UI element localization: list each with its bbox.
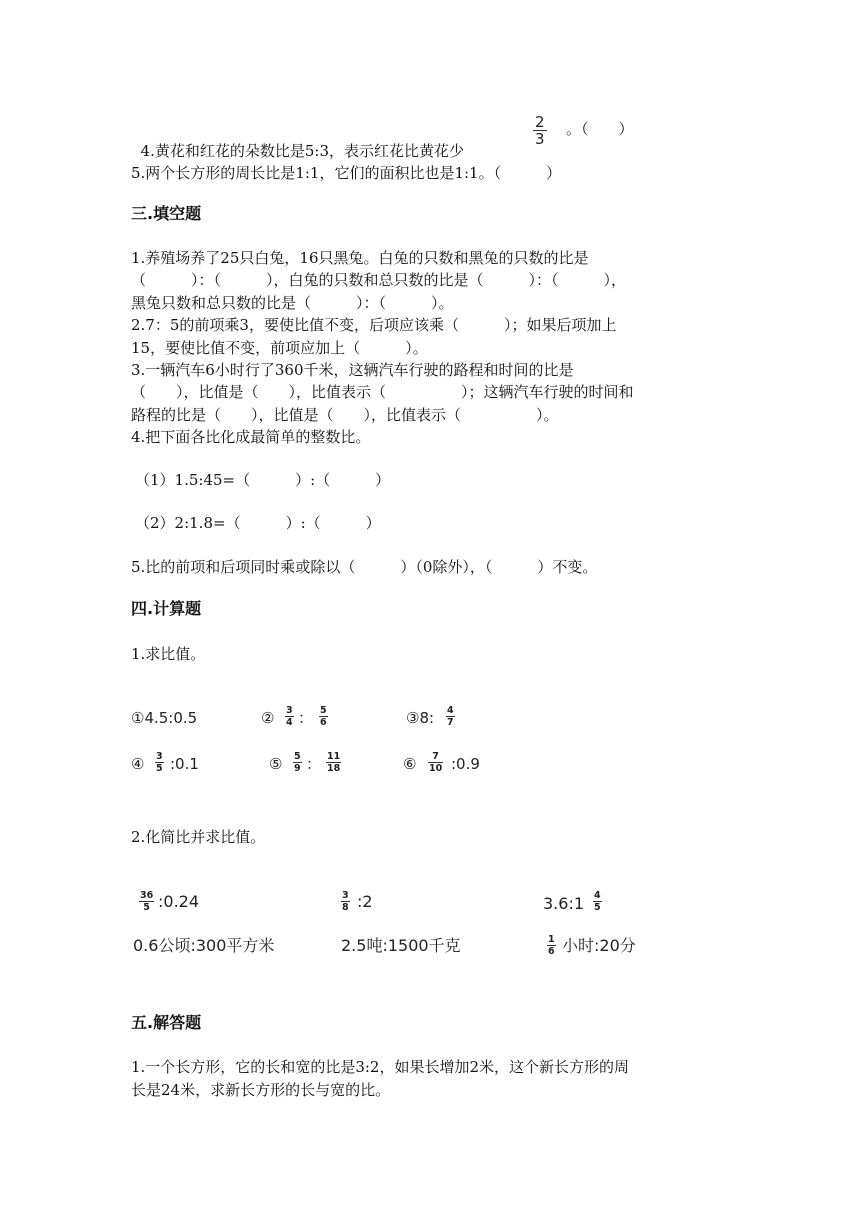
simplify-item-3-prefix: 3.6:1 bbox=[543, 894, 585, 913]
fill-q3-line3[interactable]: 路程的比是（ ），比值是（ ），比值表示（ ）。 bbox=[131, 406, 559, 424]
calc-item-2-colon: ： bbox=[298, 709, 314, 727]
solve-q1-line2: 长是24米，求新长方形的长与宽的比。 bbox=[131, 1081, 391, 1099]
calc-item-6-prefix: ⑥ bbox=[403, 755, 417, 773]
fill-q3-line1: 3.一辆汽车6小时行了360千米，这辆汽车行驶的路程和时间的比是 bbox=[131, 361, 574, 379]
calc-q2: 2.化简比并求比值。 bbox=[131, 828, 266, 846]
calc-item-4-suffix: :0.1 bbox=[170, 755, 199, 773]
judge-q5: 5.两个长方形的周长比是1:1，它们的面积比也是1:1。（ ） bbox=[131, 164, 562, 182]
fill-q1-line2[interactable]: （ ）：（ ），白兔的只数和总只数的比是（ ）：（ ）， bbox=[131, 271, 627, 289]
fill-q4-part2[interactable]: （2）2:1.8=（ ）:（ ） bbox=[135, 514, 381, 532]
simplify-item-6-suffix: 小时:20分 bbox=[562, 936, 636, 955]
fraction-36-5: 36 5 bbox=[140, 890, 154, 913]
simplify-item-5: 2.5吨:1500千克 bbox=[341, 936, 461, 955]
calc-item-6-suffix: :0.9 bbox=[451, 755, 480, 773]
fraction-11-18: 11 18 bbox=[327, 751, 341, 774]
fraction-two-thirds: 2 3 bbox=[535, 113, 545, 148]
fill-q1-line3[interactable]: 黑兔只数和总只数的比是（ ）：（ ）。 bbox=[131, 294, 454, 312]
fraction-4-7: 4 7 bbox=[447, 705, 454, 728]
fraction-5-6: 5 6 bbox=[320, 705, 327, 728]
simplify-item-2-suffix: :2 bbox=[357, 892, 373, 911]
fill-q4-part1[interactable]: （1）1.5:45=（ ）:（ ） bbox=[135, 471, 391, 489]
calc-item-5-prefix: ⑤ bbox=[269, 755, 283, 773]
calc-q1: 1.求比值。 bbox=[131, 645, 206, 663]
calc-item-3-prefix: ③8: bbox=[406, 709, 435, 727]
fill-q1-line1: 1.养殖场养了25只白兔，16只黑兔。白兔的只数和黑兔的只数的比是 bbox=[131, 249, 589, 267]
fill-q5[interactable]: 5.比的前项和后项同时乘或除以（ ）（0除外），（ ）不变。 bbox=[131, 558, 598, 576]
section-3-title: 三.填空题 bbox=[131, 204, 202, 223]
section-4-title: 四.计算题 bbox=[131, 599, 202, 618]
simplify-item-1-suffix: :0.24 bbox=[158, 892, 200, 911]
fraction-3-4: 3 4 bbox=[286, 705, 293, 728]
calc-item-1: ①4.5:0.5 bbox=[131, 709, 198, 727]
fraction-4-5: 4 5 bbox=[594, 890, 601, 913]
fraction-5-9: 5 9 bbox=[294, 751, 301, 774]
fraction-1-6: 1 6 bbox=[548, 934, 555, 957]
calc-item-5-colon: ： bbox=[306, 755, 322, 773]
calc-item-2-prefix: ② bbox=[261, 709, 275, 727]
section-5-title: 五.解答题 bbox=[131, 1013, 202, 1032]
fraction-3-5: 3 5 bbox=[156, 751, 163, 774]
solve-q1-line1: 1.一个长方形，它的长和宽的比是3:2，如果长增加2米，这个新长方形的周 bbox=[131, 1058, 629, 1076]
fill-q2-line2[interactable]: 15，要使比值不变，前项应加上（ ）。 bbox=[131, 339, 428, 357]
fill-q4: 4.把下面各比化成最简单的整数比。 bbox=[131, 428, 371, 446]
judge-q4-answer[interactable]: 。（ ） bbox=[566, 120, 634, 138]
fill-q3-line2[interactable]: （ ），比值是（ ），比值表示（ ）；这辆汽车行驶的时间和 bbox=[131, 383, 634, 401]
fraction-3-8: 3 8 bbox=[342, 890, 349, 913]
judge-q4: 4.黄花和红花的朵数比是5:3，表示红花比黄花少 bbox=[140, 142, 465, 160]
simplify-item-4: 0.6公顷:300平方米 bbox=[133, 936, 275, 955]
fraction-7-10: 7 10 bbox=[429, 751, 443, 774]
calc-item-4-prefix: ④ bbox=[131, 755, 145, 773]
fill-q2-line1[interactable]: 2.7：5的前项乘3，要使比值不变，后项应该乘（ ）；如果后项加上 bbox=[131, 316, 617, 334]
